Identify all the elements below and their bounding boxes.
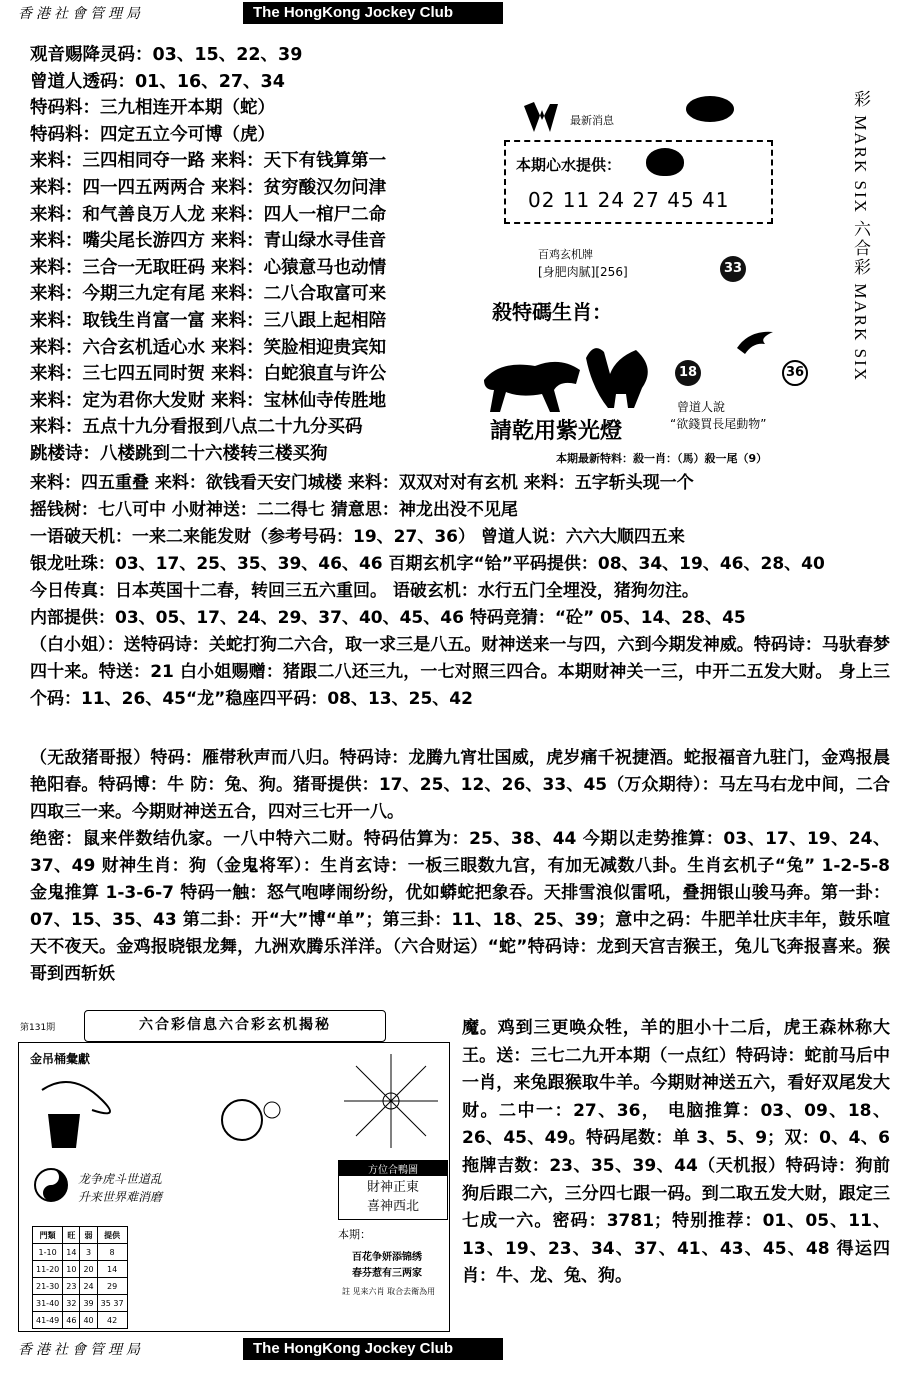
zeng-quote: “欲錢買長尾動物” — [670, 417, 767, 431]
table-header: 門類 — [33, 1227, 63, 1244]
emblem-icon — [685, 94, 735, 124]
banner-chinese: 香港社會管理局 — [18, 6, 144, 22]
fortune-box — [338, 1160, 448, 1220]
table-row — [33, 1295, 128, 1312]
tip-numbers: 02 11 24 27 45 41 — [528, 188, 730, 212]
text-line: 内部提供：03、05、17、24、29、37、40、45、46 特码竞猜：“砼” 05、14、28、45 — [30, 608, 746, 628]
bottom-banner — [18, 1338, 503, 1360]
text-line: 来料：三合一无取旺码 来料：心猿意马也动情 — [30, 257, 387, 278]
text-line: 摇钱树：七八可中 小财神送：二二得七 猜意思：神龙出没不见尾 — [30, 500, 518, 520]
text-line: 特码料：四定五立今可博（虎） — [30, 124, 275, 145]
number-table — [32, 1226, 128, 1329]
table-header: 弱 — [80, 1227, 97, 1244]
table-header: 旺 — [63, 1227, 80, 1244]
poem-bottom-1: 百花争妍添锦绣 — [352, 1252, 422, 1263]
text-line: 来料：三四相同夺一路 来料：天下有钱算第一 — [30, 151, 387, 172]
table-cell: 1-10 — [33, 1244, 63, 1261]
top-banner — [18, 2, 503, 24]
text-line: 来料：四五重叠 来料：欲钱看天安门城楼 来料：双双对对有玄机 来料：五字斩头现一个 — [30, 473, 694, 493]
text-line: 来料：嘴尖尾长游四方 来料：青山绿水寻佳音 — [30, 231, 387, 252]
table-row — [33, 1312, 128, 1329]
table-cell: 23 — [63, 1278, 80, 1295]
wide-lines — [30, 470, 890, 632]
ball-18: 18 — [675, 360, 701, 386]
poem-line2: 升来世界难消磨 — [78, 1190, 163, 1204]
table-cell: 35 37 — [97, 1295, 127, 1312]
table-cell: 39 — [80, 1295, 97, 1312]
heart-icon — [646, 148, 684, 176]
logo-icon — [520, 100, 560, 136]
text-line: 来料：五点十九分看报到八点二十九分买码 — [30, 417, 363, 438]
dragon-icon — [735, 326, 775, 356]
text-line: 来料：和气善良万人龙 来料：四人一棺尸二命 — [30, 204, 387, 225]
table-cell: 31-40 — [33, 1295, 63, 1312]
table-cell: 40 — [80, 1312, 97, 1329]
text-line: 观音赐降灵码：03、15、22、39 — [30, 45, 303, 65]
text-line: 跳楼诗：八楼跳到二十六楼转三楼买狗 — [30, 443, 328, 464]
fortune-northwest: 喜神西北 — [366, 1199, 419, 1214]
text-line: 来料：取钱生肖富一富 来料：三八跟上起相陪 — [30, 310, 387, 331]
banner-english-bottom: The HongKong Jockey Club — [243, 1338, 503, 1360]
text-line: 特码料：三九相连开本期（蛇） — [30, 98, 275, 119]
table-cell: 11-20 — [33, 1261, 63, 1278]
text-line: 今日传真：日本英国十二春，转回三五六重回。 语破玄机：水行五门全埋没，猪狗勿注。 — [30, 581, 699, 601]
tip-label: 本期心水提供： — [516, 156, 622, 174]
table-cell: 14 — [97, 1261, 127, 1278]
zeng-title: 曾道人說 — [677, 400, 726, 414]
lamp-text: 請乾用紫光燈 — [490, 419, 623, 444]
fortune-east: 財神正東 — [366, 1180, 419, 1195]
inset-note: 註 见来六肖 取合去衛為用 — [342, 1287, 436, 1296]
gold-title: 金吊桶彙獻 — [30, 1052, 91, 1066]
text-line: 来料：四一四五两两合 来料：贫穷酸汉勿问津 — [30, 177, 387, 198]
tiger-icon — [480, 350, 585, 416]
table-row — [33, 1244, 128, 1261]
table-cell: 20 — [80, 1261, 97, 1278]
sheep-icon — [212, 1090, 302, 1150]
paragraph-3: 绝密：鼠来伴数结仇家。一八中特六二财。特码估算为：25、38、44 今期以走势推算：03、17、19、24、37、49 财神生肖：狗（金鬼将军）：生肖玄诗：一板三眼数九宫，有加无减数八卦。生肖玄机子“兔” 1-2-5-8 金鬼推算 1-3-6-7 特码一触：怒气咆哮闹纷纷，优如蟒蛇把象吞。天排雪浪似雷吼，叠拥银山骏马奔。第一卦：07、15、35、43 第二卦：开“大”博“单”；第三卦：11、18、25、39；意中之码：牛肥羊壮庆丰年，鼓乐喧天不夜天。金鸡报晓银龙舞，九洲欢腾乐洋洋。（六合财运）“蛇”特码诗：龙到天宫吉猴王，兔儿飞奔报喜来。猴哥到西斩妖 — [30, 829, 890, 984]
table-cell: 8 — [97, 1244, 127, 1261]
table-row — [33, 1261, 128, 1278]
table-cell: 29 — [97, 1278, 127, 1295]
table-header: 提供 — [97, 1227, 127, 1244]
table-row — [33, 1278, 128, 1295]
latest-news: 最新消息 — [570, 114, 614, 127]
text-line: 来料：定为君你大发财 来料：宝林仙寺传胜地 — [30, 390, 387, 411]
rooster-icon — [576, 338, 656, 418]
banner-chinese-bottom: 香港社會管理局 — [18, 1342, 144, 1358]
poem-bottom-2: 春芬惹有三两家 — [352, 1268, 422, 1279]
table-cell: 24 — [80, 1278, 97, 1295]
inset-card — [16, 1010, 456, 1330]
compass-diagram — [336, 1046, 446, 1156]
panel-bottom: 本期最新特料：殺一肖：（馬）殺一尾（9） — [556, 452, 768, 465]
text-line: 曾道人透码：01、16、27、34 — [30, 71, 285, 92]
paragraph-2: （无敌猪哥报）特码：雁帯秋声而八归。特码诗：龙腾九宵壮国威，虎岁痛千祝捷酒。蛇报福音九驻门，金鸡报晨艳阳春。特码博：牛 防：兔、狗。猪哥提供：17、25、12、26、33、45（万众期待）：马左马右龙中间，二合四取三一来。今期财神送五合，四对三七开一八。 — [30, 748, 890, 822]
sign-line1: 百鸡玄机牌 — [538, 248, 593, 261]
right-panel — [480, 88, 835, 468]
ball-33: 33 — [720, 256, 746, 282]
bucket-icon — [32, 1070, 142, 1150]
sign-line2: [身肥肉腻][256] — [538, 265, 628, 279]
table-cell: 3 — [80, 1244, 97, 1261]
table-cell: 32 — [63, 1295, 80, 1312]
kill-title: 殺特碼生肖： — [492, 300, 612, 324]
text-line: 来料：今期三九定有尾 来料：二八合取富可来 — [30, 284, 387, 305]
table-cell: 14 — [63, 1244, 80, 1261]
paragraph-4: 魔。鸡到三更唤众牲，羊的胆小十二后，虎王森林称大王。送：三七二九开本期（一点红）特码诗：蛇前马后中一肖，来兔跟猴取牛羊。今期财神送五六，看好双尾发大财。二中一：27、36， 电脑推算：03、09、18、26、45、49。特码尾数：单 3、5、9；双：0、4、6 拖牌吉数：23、35、39、44（天机报）特码诗：狗前狗后跟二六，三分四七跟一码。到二取五发大财，跟定三七成一六。密码：3781；特别推荐：01、05、11、13、19、23、34、37、41、43、45、48 得运四肖：牛、龙、兔、狗。 — [462, 1018, 890, 1287]
this-issue-label: 本期： — [338, 1228, 371, 1241]
table-cell: 21-30 — [33, 1278, 63, 1295]
left-lines — [30, 42, 470, 468]
vertical-mark-six: 彩 MARK SIX 六合彩 MARK SIX — [851, 90, 870, 383]
table-cell: 46 — [63, 1312, 80, 1329]
text-line: 一语破天机：一来二来能发财（参考号码：19、27、36） 曾道人说：六六大顺四五来 — [30, 527, 685, 547]
inset-header: 六合彩信息六合彩玄机揭秘 — [84, 1010, 386, 1042]
text-line: 来料：三七四五同时贺 来料：白蛇狼直与许公 — [30, 364, 387, 385]
table-cell: 41-49 — [33, 1312, 63, 1329]
text-line: 银龙吐珠：03、17、25、35、39、46、46 百期玄机字“铪”平码提供：08、34、19、46、28、40 — [30, 554, 825, 574]
tip-box — [504, 140, 773, 224]
issue-number: 第131期 — [20, 1023, 56, 1033]
poem-line1: 龙争虎斗世道乱 — [78, 1172, 163, 1186]
banner-english: The HongKong Jockey Club — [243, 2, 503, 24]
fortune-title: 方位合鴨圖 — [339, 1161, 447, 1176]
text-line: 来料：六合玄机适心水 来料：笑脸相迎贵宾知 — [30, 337, 387, 358]
table-cell: 10 — [63, 1261, 80, 1278]
yin-yang-icon — [34, 1168, 68, 1202]
paragraph-1: （白小姐）：送特码诗：关蛇打狗二六合，取一求三是八五。财神送来一与四，六到今期发神威。特码诗：马驮春梦四十来。特送：21 白小姐赐赠：猪跟二八还三九，一七对照三四合。本期财神关一三，中开二五发大财。 身上三个码：11、26、45“龙”稳座四平码：08、13、25、42 — [30, 635, 890, 709]
ball-36: 36 — [782, 360, 808, 386]
table-cell: 42 — [97, 1312, 127, 1329]
